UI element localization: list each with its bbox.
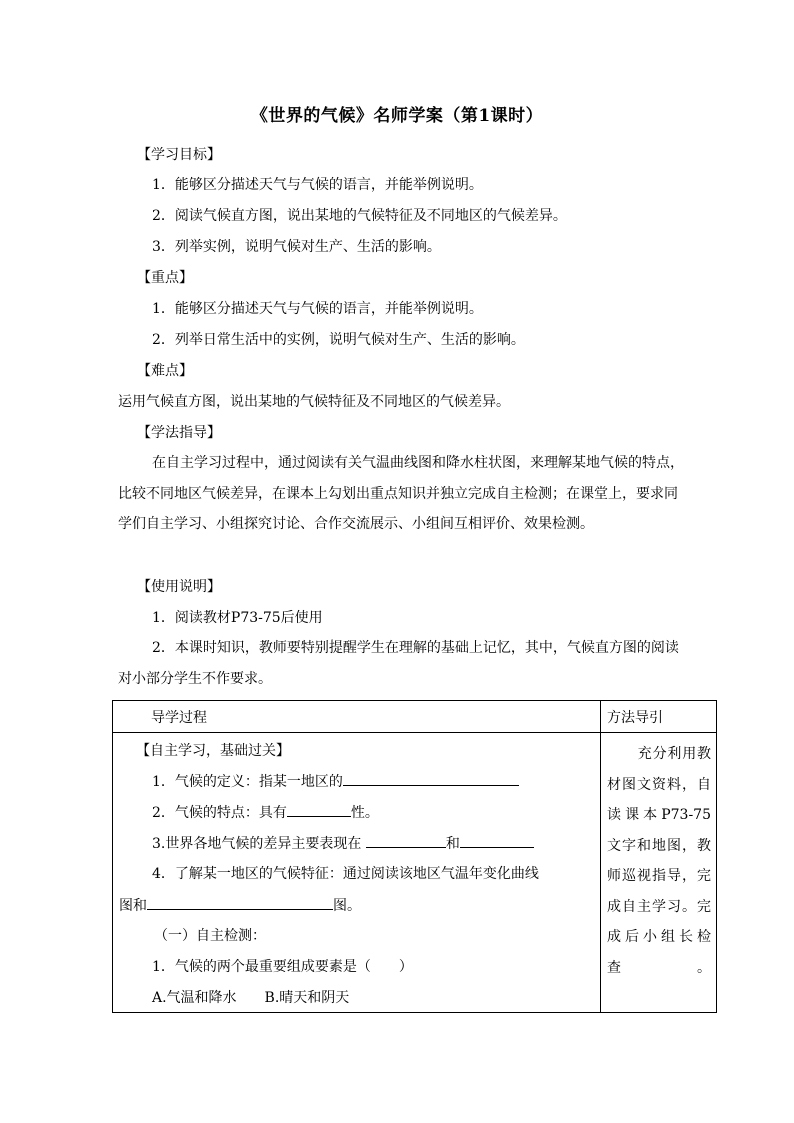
objectives-heading: 【学习目标】 xyxy=(137,147,221,163)
col-header-process: 导学过程 xyxy=(113,701,601,733)
usage-item-1: 1．阅读教材P73-75后使用 xyxy=(152,610,323,626)
key-points-heading: 【重点】 xyxy=(137,270,193,286)
question-4-line-1: 4．了解某一地区的气候特征：通过阅读该地区气温年变化曲线 xyxy=(152,866,539,882)
method-note xyxy=(607,739,711,983)
key-point-item-2: 2．列举日常生活中的实例，说明气候对生产、生活的影响。 xyxy=(152,332,525,348)
question-2: 2．气候的特点：具有 性。 xyxy=(152,802,379,823)
usage-heading: 【使用说明】 xyxy=(137,579,221,595)
answer-blank-4[interactable] xyxy=(147,895,333,910)
method-note-text: 充分利用教材图文资料，自读课本P73-75文字和地图，教师巡视指导，完成自主学习。完成后小组长检查。 xyxy=(607,746,711,976)
objective-item-1: 1．能够区分描述天气与气候的语言，并能举例说明。 xyxy=(152,177,483,193)
answer-blank-2[interactable] xyxy=(287,802,351,817)
answer-blank-3b[interactable] xyxy=(460,833,534,848)
key-point-item-1: 1．能够区分描述天气与气候的语言，并能举例说明。 xyxy=(152,301,483,317)
process-cell xyxy=(113,733,601,1013)
method-guide-text: 在自主学习过程中，通过阅读有关气温曲线图和降水柱状图，来理解某地气候的特点，比较不同地区气候差异，在课本上勾划出重点知识并独立完成自主检测；在课堂上，要求同学们自主学习、小组探究讨论、合作交流展示、小组间互相评价、效果检测。 xyxy=(118,455,684,532)
difficulty-heading: 【难点】 xyxy=(137,363,193,379)
test-question-1-options: A.气温和降水 B.晴天和阴天 xyxy=(152,990,350,1006)
self-study-heading: 【自主学习，基础过关】 xyxy=(136,743,290,759)
question-1: 1．气候的定义：指某一地区的 xyxy=(152,771,519,792)
page-title: 《世界的气候》名师学案（第1课时） xyxy=(250,106,544,126)
col-header-method: 方法导引 xyxy=(601,701,717,733)
answer-blank-1[interactable] xyxy=(343,771,519,786)
guide-table xyxy=(112,700,717,1013)
question-3: 3.世界各地气候的差异主要表现在 和 xyxy=(152,833,534,854)
table-body-row xyxy=(113,733,717,1013)
method-guide-paragraph xyxy=(118,448,686,540)
method-cell xyxy=(601,733,717,1013)
method-guide-heading: 【学法指导】 xyxy=(137,425,221,441)
objective-item-3: 3．列举实例，说明气候对生产、生活的影响。 xyxy=(152,239,441,255)
test-question-1: 1．气候的两个最重要组成要素是（ ） xyxy=(152,959,413,975)
table-header-row xyxy=(113,701,717,733)
question-4-line-2: 图和 图。 xyxy=(119,895,361,916)
usage-item-2-paragraph xyxy=(118,633,686,694)
usage-item-2: 2．本课时知识，教师要特别提醒学生在理解的基础上记忆，其中，气候直方图的阅读对小部分学生不作要求。 xyxy=(118,640,679,687)
self-test-heading: （一）自主检测： xyxy=(154,928,266,944)
answer-blank-3a[interactable] xyxy=(366,833,446,848)
objective-item-2: 2．阅读气候直方图，说出某地的气候特征及不同地区的气候差异。 xyxy=(152,208,567,224)
difficulty-text: 运用气候直方图，说出某地的气候特征及不同地区的气候差异。 xyxy=(118,394,510,410)
